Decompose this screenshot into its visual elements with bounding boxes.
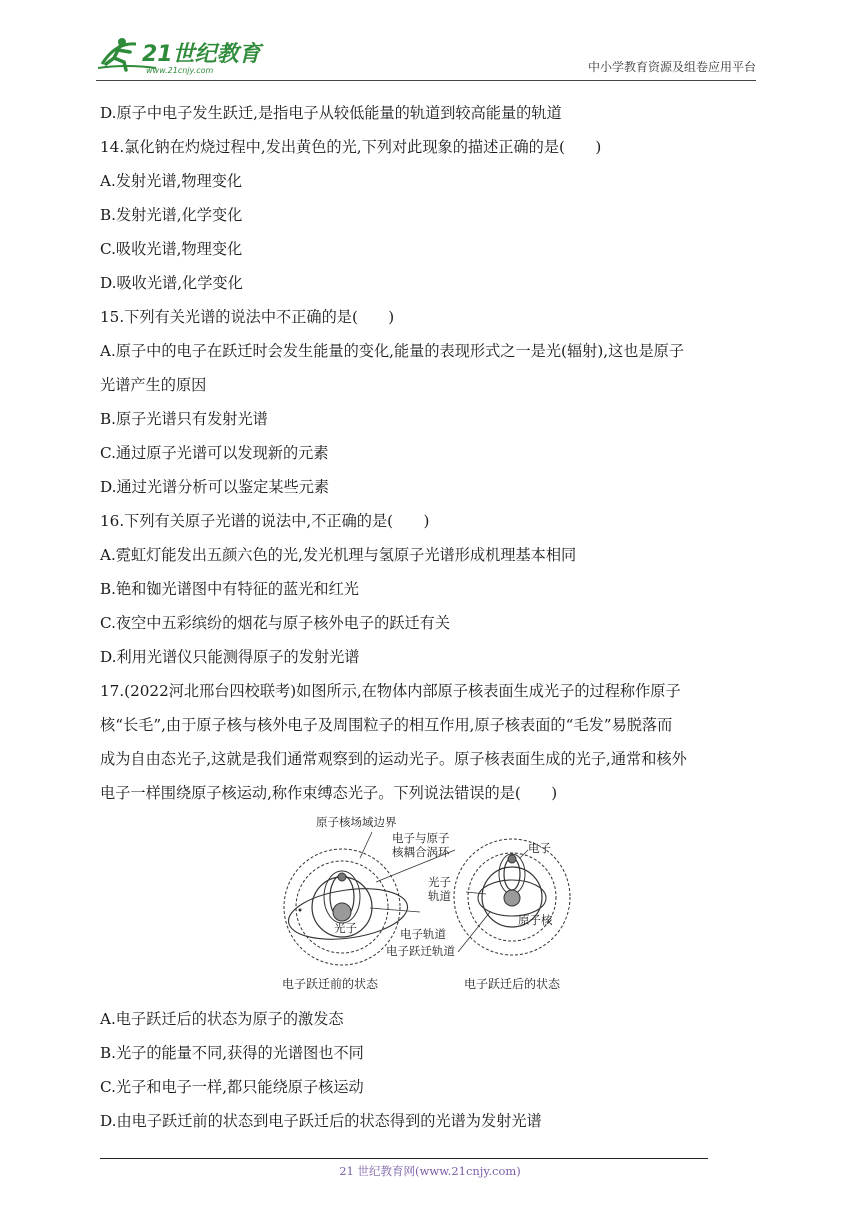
question-17-option-a: A.电子跃迁后的状态为原子的激发态 — [100, 1010, 344, 1028]
svg-text:轨道: 轨道 — [428, 889, 451, 903]
header-divider — [96, 80, 756, 81]
svg-text:电子跃迁后的状态: 电子跃迁后的状态 — [464, 977, 561, 991]
question-17-stem: 电子一样围绕原子核运动,称作束缚态光子。下列说法错误的是( ) — [100, 784, 558, 802]
question-14-option-d: D.吸收光谱,化学变化 — [100, 274, 243, 292]
svg-text:21世纪教育: 21世纪教育 — [142, 42, 261, 67]
footer-text: 21 世纪教育网(www.21cnjy.com) — [339, 1164, 521, 1178]
svg-text:核耦合涡环: 核耦合涡环 — [392, 845, 450, 859]
question-15-option-a-cont: 光谱产生的原因 — [100, 376, 207, 394]
question-16-option-b: B.铯和铷光谱图中有特征的蓝光和红光 — [100, 580, 359, 598]
footer-divider — [100, 1158, 708, 1159]
svg-text:原子核: 原子核 — [518, 913, 553, 927]
question-16-option-d: D.利用光谱仪只能测得原子的发射光谱 — [100, 648, 360, 666]
svg-text:电子跃迁轨道: 电子跃迁轨道 — [386, 944, 455, 958]
question-17-stem: 17.(2022河北邢台四校联考)如图所示,在物体内部原子核表面生成光子的过程称作原子 — [100, 682, 681, 700]
svg-text:电子轨道: 电子轨道 — [400, 927, 446, 941]
svg-text:光子: 光子 — [428, 875, 451, 889]
question-14-option-c: C.吸收光谱,物理变化 — [100, 240, 243, 258]
question-16-option-c: C.夜空中五彩缤纷的烟花与原子核外电子的跃迁有关 — [100, 614, 451, 632]
text-line: D.原子中电子发生跃迁,是指电子从较低能量的轨道到较高能量的轨道 — [100, 104, 562, 122]
question-14-option-a: A.发射光谱,物理变化 — [100, 172, 243, 190]
question-15-stem: 15.下列有关光谱的说法中不正确的是( ) — [100, 308, 395, 326]
question-14-stem: 14.氯化钠在灼烧过程中,发出黄色的光,下列对此现象的描述正确的是( ) — [100, 138, 602, 156]
question-16-option-a: A.霓虹灯能发出五颜六色的光,发光机理与氢原子光谱形成机理基本相同 — [100, 546, 577, 564]
question-17-option-d: D.由电子跃迁前的状态到电子跃迁后的状态得到的光谱为发射光谱 — [100, 1112, 542, 1130]
question-15-option-c: C.通过原子光谱可以发现新的元素 — [100, 444, 329, 462]
question-17-stem: 成为自由态光子,这就是我们通常观察到的运动光子。原子核表面生成的光子,通常和核外 — [100, 750, 687, 768]
svg-text:原子核场域边界: 原子核场域边界 — [316, 815, 397, 829]
question-15-option-a: A.原子中的电子在跃迁时会发生能量的变化,能量的表现形式之一是光(辐射),这也是原子 — [100, 342, 685, 360]
site-logo — [96, 34, 266, 76]
atom-diagram — [280, 812, 580, 1000]
svg-text:电子跃迁前的状态: 电子跃迁前的状态 — [282, 977, 379, 991]
question-17-option-c: C.光子和电子一样,都只能绕原子核运动 — [100, 1078, 364, 1096]
question-15-option-d: D.通过光谱分析可以鉴定某些元素 — [100, 478, 330, 496]
svg-text:光子: 光子 — [334, 921, 357, 935]
svg-text:电子与原子: 电子与原子 — [392, 831, 450, 845]
page-header — [96, 30, 756, 82]
question-15-option-b: B.原子光谱只有发射光谱 — [100, 410, 268, 428]
runner-logo-icon — [96, 34, 266, 76]
question-17-stem: 核“长毛”,由于原子核与核外电子及周围粒子的相互作用,原子核表面的“毛发”易脱落而 — [100, 716, 673, 734]
question-17-option-b: B.光子的能量不同,获得的光谱图也不同 — [100, 1044, 364, 1062]
platform-name: 中小学教育资源及组卷应用平台 — [587, 60, 756, 74]
question-body — [100, 96, 772, 1138]
svg-text:电子: 电子 — [528, 841, 551, 855]
svg-text:www.21cnjy.com: www.21cnjy.com — [146, 66, 214, 75]
question-16-stem: 16.下列有关原子光谱的说法中,不正确的是( ) — [100, 512, 430, 530]
question-14-option-b: B.发射光谱,化学变化 — [100, 206, 243, 224]
atom-transition-figure — [100, 810, 772, 1002]
